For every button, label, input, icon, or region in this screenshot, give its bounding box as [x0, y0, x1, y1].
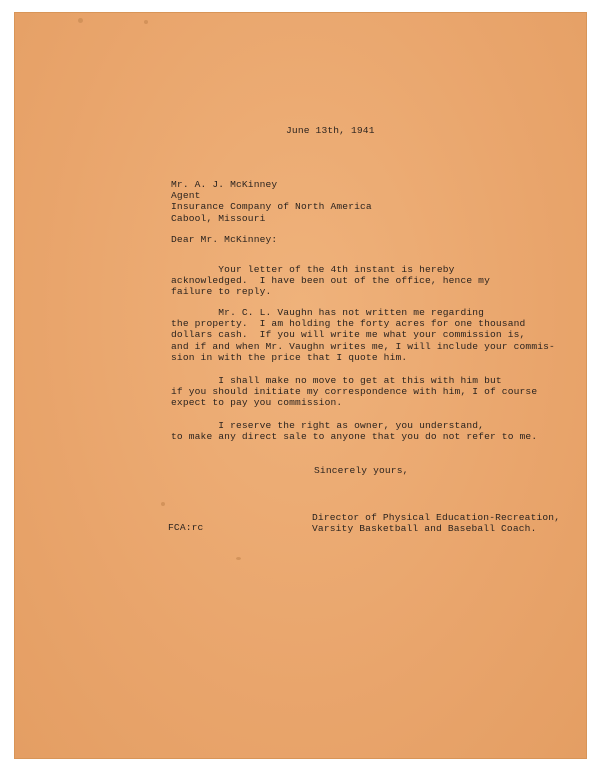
paragraph-line: expect to pay you commission. [171, 397, 343, 409]
paragraph-line: acknowledged. I have been out of the office, hence my [171, 275, 490, 287]
complimentary-close: Sincerely yours, [314, 465, 409, 476]
paragraph [171, 264, 490, 298]
paragraph-line: failure to reply. [171, 286, 272, 298]
recipient-line: Cabool, Missouri [171, 212, 266, 224]
paper-stain [78, 18, 83, 23]
paragraph [171, 307, 555, 363]
paragraph [171, 375, 537, 409]
paragraph-line: dollars cash. If you will write me what your commission is, [171, 329, 526, 341]
paragraph-line: Mr. C. L. Vaughn has not written me regarding [171, 307, 485, 318]
paragraph-line: to make any direct sale to anyone that you do not refer to me. [171, 431, 538, 443]
recipient-line: Insurance Company of North America [171, 201, 372, 213]
signature-block [312, 512, 560, 534]
paper-stain [144, 20, 148, 24]
paragraph-line: and if and when Mr. Vaughn writes me, I will include your commis- [171, 340, 555, 352]
paper-stain [236, 557, 241, 560]
signature-line: Varsity Basketball and Baseball Coach. [312, 523, 537, 535]
paragraph-line: Your letter of the 4th instant is hereby [171, 264, 455, 275]
recipient-address [171, 179, 372, 224]
recipient-line: Agent [171, 190, 201, 202]
recipient-line: Mr. A. J. McKinney [171, 179, 278, 190]
paragraph [171, 420, 537, 442]
paragraph-line: I reserve the right as owner, you understand, [171, 420, 485, 431]
paper-stain [161, 502, 165, 506]
signature-line: Director of Physical Education-Recreation, [312, 512, 561, 523]
reference-initials: FCA:rc [168, 522, 204, 533]
salutation: Dear Mr. McKinney: [171, 234, 278, 245]
paragraph-line: the property. I am holding the forty acres for one thousand [171, 318, 526, 330]
paragraph-line: if you should initiate my correspondence with him, I of course [171, 386, 538, 398]
paragraph-line: sion in with the price that I quote him. [171, 351, 408, 363]
paragraph-line: I shall make no move to get at this with him but [171, 375, 502, 386]
letter-date: June 13th, 1941 [286, 125, 375, 136]
